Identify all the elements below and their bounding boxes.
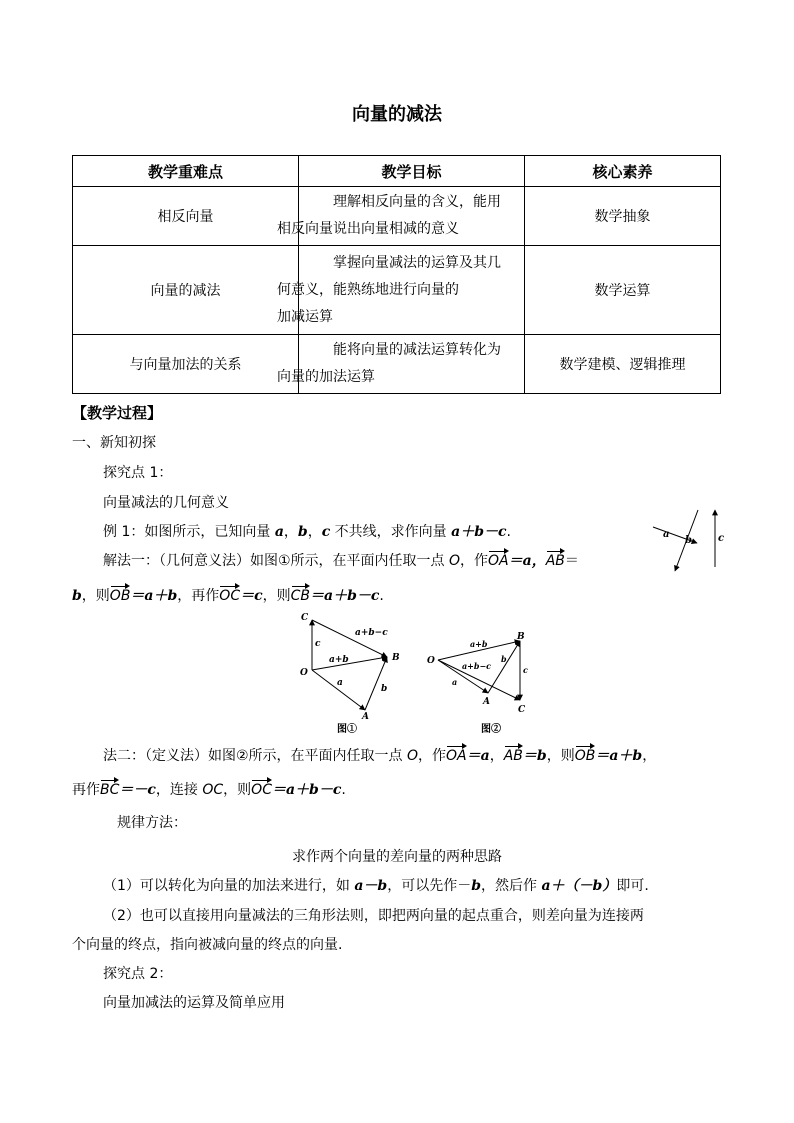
figure-2 <box>420 625 540 735</box>
table-row <box>73 246 721 335</box>
explore-point-2: 探究点 2： <box>103 966 173 982</box>
table-row <box>73 187 721 246</box>
example-1: 例 1：如图所示，已知向量 a，b，c 不共线，求作向量 a＋b－c. <box>103 524 511 540</box>
fig1-label-a: a <box>337 678 343 688</box>
label-a: a <box>663 529 670 540</box>
fig1-vector-oa <box>312 670 365 710</box>
fig1-caption: 图① <box>337 724 357 735</box>
fig2-vector-ab <box>488 641 520 693</box>
fig2-label-apb: a+b <box>470 639 488 649</box>
method-1-line-2: b，则OB＝a＋b，再作OC＝c，则CB＝a＋b－c. <box>72 588 384 604</box>
fig2-point-o: O <box>427 656 435 666</box>
table-row <box>73 335 721 394</box>
row-goal: 掌握向量减法的运算及其几 何意义，能熟练地进行向量的 加减运算 <box>299 246 525 335</box>
fig2-point-a: A <box>483 697 490 707</box>
fig1-point-b: B <box>392 653 400 663</box>
row-point: 与向量加法的关系 <box>73 335 299 394</box>
header-literacy: 核心素养 <box>525 156 721 187</box>
explore-topic-1: 向量减法的几何意义 <box>103 495 229 511</box>
fig1-label-apb: a+b <box>329 655 349 665</box>
rule-2-line-1: （2）也可以直接用向量减法的三角形法则，即把两向量的起点重合，则差向量为连接两 <box>103 908 644 924</box>
table-header-row <box>73 156 721 187</box>
figure-1 <box>292 605 412 735</box>
vectors-abc-figure <box>645 505 725 575</box>
fig1-point-a: A <box>362 712 369 722</box>
fig1-label-c: c <box>315 639 321 649</box>
fig2-point-c: C <box>518 705 526 715</box>
fig2-label-b: b <box>501 654 507 664</box>
header-difficulty: 教学重难点 <box>73 156 299 187</box>
section-heading: 一、新知初探 <box>72 435 156 451</box>
fig2-label-apbmc: a+b−c <box>462 661 492 671</box>
process-heading: 【教学过程】 <box>72 404 163 422</box>
row-literacy: 数学建模、逻辑推理 <box>525 335 721 394</box>
header-goal: 教学目标 <box>299 156 525 187</box>
explore-point-1: 探究点 1： <box>103 465 173 481</box>
rule-1: （1）可以转化为向量的加法来进行，如 a－b，可以先作－b，然后作 a＋（－b）即可. <box>103 878 649 894</box>
fig1-label-apbmc: a+b−c <box>355 628 388 638</box>
row-point: 向量的减法 <box>73 246 299 335</box>
rule-heading: 规律方法： <box>117 815 187 831</box>
row-point: 相反向量 <box>73 187 299 246</box>
row-literacy: 数学抽象 <box>525 187 721 246</box>
fig1-vector-ob <box>312 657 387 670</box>
fig1-vector-cb <box>312 620 387 657</box>
rule-title: 求作两个向量的差向量的两种思路 <box>292 849 502 865</box>
fig1-label-b: b <box>381 684 388 694</box>
method-2-line-1: 法二：（定义法）如图②所示，在平面内任取一点 O，作OA＝a，AB＝b，则OB＝a＋b， <box>103 748 657 764</box>
fig2-caption: 图② <box>481 724 501 735</box>
fig2-label-a: a <box>452 677 458 687</box>
method-1-line-1: 解法一：（几何意义法）如图①所示，在平面内任取一点 O，作OA＝a，AB＝ <box>103 553 579 569</box>
label-c: c <box>718 533 725 544</box>
fig1-point-c: C <box>301 613 309 623</box>
row-goal: 能将向量的减法运算转化为 向量的加法运算 <box>299 335 525 394</box>
explore-topic-2: 向量加减法的运算及简单应用 <box>103 995 285 1011</box>
method-2-line-2: 再作BC＝－c，连接 OC，则OC＝a＋b－c. <box>72 782 346 798</box>
rule-2-line-2: 个向量的终点，指向被减向量的终点的向量. <box>72 937 343 953</box>
label-b: b <box>685 535 692 546</box>
row-goal: 理解相反向量的含义，能用 相反向量说出向量相减的意义 <box>299 187 525 246</box>
fig2-point-b: B <box>517 632 525 642</box>
page-title: 向量的减法 <box>352 104 442 125</box>
objectives-table <box>72 155 721 394</box>
fig1-point-o: O <box>300 668 308 678</box>
fig2-label-c: c <box>523 665 528 675</box>
row-literacy: 数学运算 <box>525 246 721 335</box>
